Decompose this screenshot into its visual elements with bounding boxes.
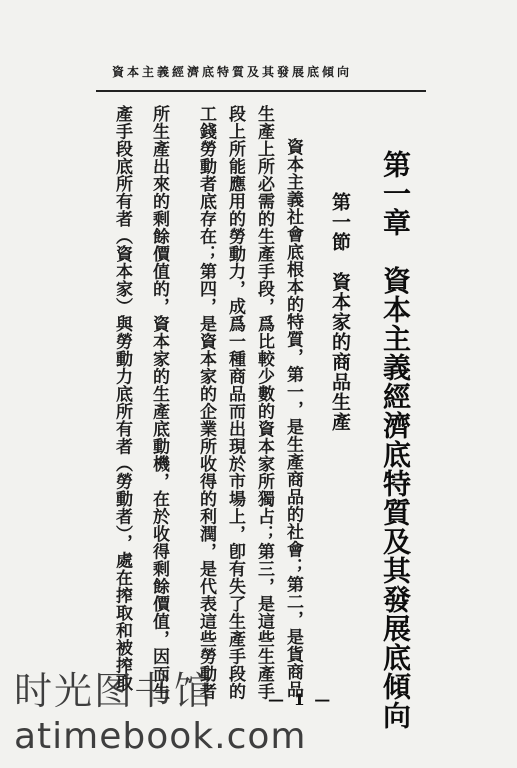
body-line: 生產上所必需的生產手段，爲比較少數的資本家所獨占；第三，是這些生產手 xyxy=(254,105,274,700)
chapter-title: 第一章 資本主義經濟底特質及其發展底傾向 xyxy=(379,150,412,730)
section-title: 第一節 資本家的商品生產 xyxy=(329,192,351,432)
body-line: 資本主義社會底根本的特質，第一，是生產商品的社會；第二，是貨商品 xyxy=(283,138,303,698)
body-line: 工錢勞動者底存在；第四，是資本家的企業所收得的利潤，是代表這些勞動者 xyxy=(196,105,216,700)
running-head: 資本主義經濟底特質及其發展底傾向 xyxy=(112,65,353,79)
watermark-chinese: 时光图书馆 xyxy=(14,669,215,713)
page-number: — 1 — xyxy=(268,690,333,709)
body-line: 段上所能應用的勞動力，成爲一種商品而出現於市場上，卽有失了生產手段的 xyxy=(225,105,245,700)
body-line: 所生產出來的剩餘價值的，資本家的生產底動機，在於收得剩餘價值，因而生 xyxy=(149,105,169,700)
header-rule xyxy=(96,90,426,92)
body-line: 產手段底所有者（資本家）與勞動力底所有者（勞動者），處在搾取和被搾取 xyxy=(112,105,132,692)
watermark-url: atimebook.com xyxy=(14,716,307,757)
